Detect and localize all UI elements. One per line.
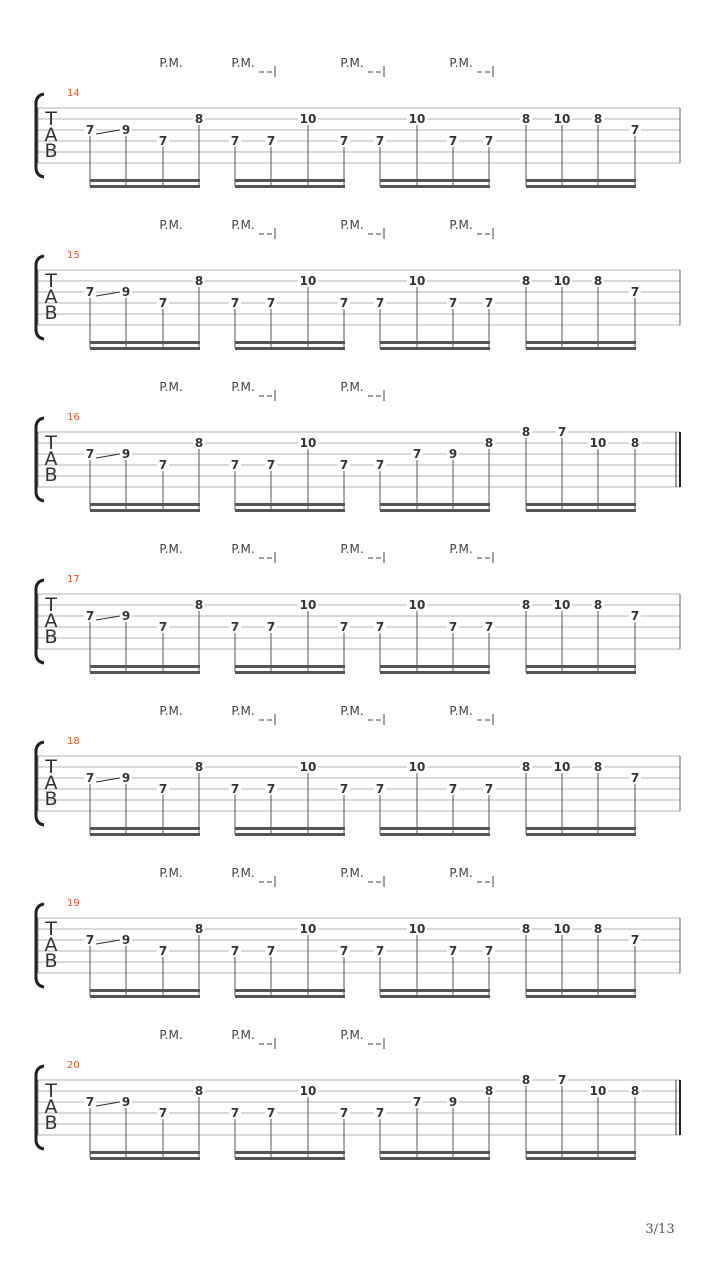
fret-number: 7 <box>630 123 640 137</box>
fret-number: 10 <box>299 274 317 288</box>
fret-number: 10 <box>589 436 607 450</box>
tab-clef-letter: B <box>44 626 58 648</box>
beam-secondary <box>90 1157 200 1160</box>
fret-number: 9 <box>448 447 458 461</box>
tab-clef-letter: T <box>45 756 57 778</box>
beam-primary <box>90 503 200 506</box>
beam-primary <box>90 827 200 830</box>
fret-number: 7 <box>158 782 168 796</box>
fret-number: 7 <box>339 944 349 958</box>
tab-clef-letter: B <box>44 1112 58 1134</box>
fret-number: 7 <box>557 425 567 439</box>
fret-number: 7 <box>630 933 640 947</box>
palm-mute-label: P.M. <box>231 380 255 394</box>
fret-number: 7 <box>230 458 240 472</box>
tab-system-svg <box>0 694 720 856</box>
measure-number: 15 <box>67 250 80 261</box>
fret-number: 7 <box>158 620 168 634</box>
fret-number: 10 <box>408 760 426 774</box>
fret-number: 7 <box>339 296 349 310</box>
fret-number: 7 <box>230 296 240 310</box>
fret-number: 7 <box>85 123 95 137</box>
fret-number: 8 <box>194 922 204 936</box>
beam-secondary <box>380 185 490 188</box>
beam-secondary <box>380 833 490 836</box>
beam-primary <box>235 341 345 344</box>
tab-clef-letter: A <box>44 1096 58 1118</box>
fret-number: 7 <box>158 134 168 148</box>
fret-number: 8 <box>521 598 531 612</box>
fret-number: 10 <box>299 760 317 774</box>
beam-secondary <box>526 185 636 188</box>
fret-number: 8 <box>593 922 603 936</box>
fret-number: 10 <box>299 436 317 450</box>
system-bracket <box>36 580 44 663</box>
fret-number: 7 <box>375 134 385 148</box>
palm-mute-label: P.M. <box>340 218 364 232</box>
fret-number: 9 <box>448 1095 458 1109</box>
fret-number: 10 <box>553 112 571 126</box>
slide-line <box>96 130 120 134</box>
fret-number: 9 <box>121 933 131 947</box>
fret-number: 8 <box>630 1084 640 1098</box>
fret-number: 7 <box>266 134 276 148</box>
slide-line <box>96 940 120 944</box>
fret-number: 10 <box>408 274 426 288</box>
beam-primary <box>380 1151 490 1154</box>
beam-primary <box>235 179 345 182</box>
beam-secondary <box>90 347 200 350</box>
fret-number: 7 <box>266 296 276 310</box>
fret-number: 7 <box>266 620 276 634</box>
tab-system <box>0 532 720 694</box>
palm-mute-label: P.M. <box>340 866 364 880</box>
beam-secondary <box>526 1157 636 1160</box>
tab-clef-letter: B <box>44 950 58 972</box>
tab-system <box>0 46 720 208</box>
fret-number: 8 <box>593 598 603 612</box>
fret-number: 8 <box>194 112 204 126</box>
fret-number: 8 <box>521 274 531 288</box>
fret-number: 8 <box>521 1073 531 1087</box>
beam-primary <box>526 827 636 830</box>
fret-number: 10 <box>553 598 571 612</box>
palm-mute-label: P.M. <box>231 1028 255 1042</box>
beam-primary <box>526 341 636 344</box>
fret-number: 8 <box>194 274 204 288</box>
fret-number: 7 <box>448 134 458 148</box>
beam-primary <box>380 665 490 668</box>
fret-number: 7 <box>230 620 240 634</box>
beam-secondary <box>90 995 200 998</box>
tab-clef-letter: A <box>44 934 58 956</box>
fret-number: 10 <box>553 274 571 288</box>
fret-number: 7 <box>339 458 349 472</box>
fret-number: 7 <box>484 296 494 310</box>
beam-secondary <box>235 347 345 350</box>
fret-number: 7 <box>158 296 168 310</box>
fret-number: 7 <box>448 620 458 634</box>
tab-clef-letter: T <box>45 108 57 130</box>
fret-number: 7 <box>158 1106 168 1120</box>
system-bracket <box>36 94 44 177</box>
fret-number: 8 <box>593 112 603 126</box>
slide-line <box>96 1102 120 1106</box>
fret-number: 7 <box>266 944 276 958</box>
fret-number: 8 <box>521 112 531 126</box>
fret-number: 8 <box>484 436 494 450</box>
fret-number: 7 <box>412 447 422 461</box>
fret-number: 10 <box>299 1084 317 1098</box>
system-bracket <box>36 256 44 339</box>
fret-number: 7 <box>158 944 168 958</box>
palm-mute-label: P.M. <box>159 542 183 556</box>
fret-number: 7 <box>339 1106 349 1120</box>
beam-secondary <box>90 509 200 512</box>
tab-system <box>0 856 720 1018</box>
tab-clef-letter: B <box>44 302 58 324</box>
beam-primary <box>526 989 636 992</box>
fret-number: 8 <box>521 425 531 439</box>
fret-number: 7 <box>448 782 458 796</box>
beam-secondary <box>90 833 200 836</box>
measure-number: 18 <box>67 736 80 747</box>
beam-secondary <box>380 347 490 350</box>
fret-number: 7 <box>230 134 240 148</box>
fret-number: 10 <box>299 922 317 936</box>
fret-number: 10 <box>299 112 317 126</box>
fret-number: 7 <box>630 609 640 623</box>
beam-secondary <box>526 995 636 998</box>
tab-system <box>0 208 720 370</box>
fret-number: 7 <box>484 620 494 634</box>
tab-clef-letter: T <box>45 432 57 454</box>
beam-secondary <box>235 833 345 836</box>
beam-secondary <box>90 185 200 188</box>
palm-mute-label: P.M. <box>159 704 183 718</box>
tab-clef-letter: T <box>45 918 57 940</box>
palm-mute-label: P.M. <box>159 56 183 70</box>
fret-number: 7 <box>375 620 385 634</box>
palm-mute-label: P.M. <box>340 56 364 70</box>
palm-mute-label: P.M. <box>449 866 473 880</box>
beam-primary <box>90 1151 200 1154</box>
fret-number: 7 <box>230 782 240 796</box>
palm-mute-label: P.M. <box>159 380 183 394</box>
fret-number: 9 <box>121 771 131 785</box>
tab-clef-letter: T <box>45 594 57 616</box>
tab-clef-letter: A <box>44 286 58 308</box>
fret-number: 7 <box>557 1073 567 1087</box>
fret-number: 7 <box>266 1106 276 1120</box>
beam-primary <box>235 989 345 992</box>
fret-number: 7 <box>230 1106 240 1120</box>
system-bracket <box>36 1066 44 1149</box>
fret-number: 7 <box>375 458 385 472</box>
tab-system <box>0 1018 720 1180</box>
beam-primary <box>90 665 200 668</box>
beam-secondary <box>380 1157 490 1160</box>
page-number: 3/13 <box>645 1222 675 1237</box>
fret-number: 7 <box>85 771 95 785</box>
beam-secondary <box>380 995 490 998</box>
fret-number: 7 <box>266 782 276 796</box>
measure-number: 16 <box>67 412 80 423</box>
palm-mute-label: P.M. <box>449 56 473 70</box>
fret-number: 7 <box>85 609 95 623</box>
fret-number: 7 <box>339 782 349 796</box>
fret-number: 7 <box>448 296 458 310</box>
palm-mute-label: P.M. <box>231 218 255 232</box>
beam-primary <box>235 1151 345 1154</box>
palm-mute-label: P.M. <box>340 542 364 556</box>
fret-number: 7 <box>630 771 640 785</box>
beam-primary <box>90 179 200 182</box>
fret-number: 10 <box>408 112 426 126</box>
beam-primary <box>235 503 345 506</box>
fret-number: 7 <box>85 1095 95 1109</box>
measure-number: 14 <box>67 88 80 99</box>
tab-clef-letter: A <box>44 610 58 632</box>
beam-primary <box>526 1151 636 1154</box>
fret-number: 7 <box>484 782 494 796</box>
slide-line <box>96 778 120 782</box>
tab-system-svg <box>0 856 720 1018</box>
palm-mute-label: P.M. <box>340 1028 364 1042</box>
fret-number: 7 <box>448 944 458 958</box>
fret-number: 7 <box>158 458 168 472</box>
fret-number: 7 <box>375 944 385 958</box>
fret-number: 7 <box>266 458 276 472</box>
beam-primary <box>380 989 490 992</box>
palm-mute-label: P.M. <box>231 542 255 556</box>
palm-mute-label: P.M. <box>340 704 364 718</box>
fret-number: 9 <box>121 609 131 623</box>
beam-primary <box>90 341 200 344</box>
fret-number: 8 <box>593 274 603 288</box>
palm-mute-label: P.M. <box>449 542 473 556</box>
beam-primary <box>235 665 345 668</box>
fret-number: 8 <box>521 922 531 936</box>
fret-number: 10 <box>553 760 571 774</box>
beam-primary <box>90 989 200 992</box>
palm-mute-label: P.M. <box>159 1028 183 1042</box>
beam-primary <box>380 179 490 182</box>
beam-primary <box>526 665 636 668</box>
palm-mute-label: P.M. <box>231 56 255 70</box>
fret-number: 8 <box>593 760 603 774</box>
fret-number: 8 <box>194 1084 204 1098</box>
fret-number: 7 <box>375 1106 385 1120</box>
system-bracket <box>36 418 44 501</box>
beam-secondary <box>380 671 490 674</box>
fret-number: 7 <box>412 1095 422 1109</box>
fret-number: 8 <box>194 760 204 774</box>
palm-mute-label: P.M. <box>231 866 255 880</box>
tab-clef-letter: B <box>44 464 58 486</box>
beam-primary <box>380 827 490 830</box>
slide-line <box>96 616 120 620</box>
fret-number: 7 <box>484 134 494 148</box>
fret-number: 9 <box>121 447 131 461</box>
tab-system-svg <box>0 1018 720 1180</box>
palm-mute-label: P.M. <box>231 704 255 718</box>
beam-primary <box>380 341 490 344</box>
measure-number: 20 <box>67 1060 80 1071</box>
fret-number: 7 <box>230 944 240 958</box>
beam-primary <box>380 503 490 506</box>
beam-secondary <box>235 185 345 188</box>
tab-system-svg <box>0 370 720 532</box>
tab-clef-letter: T <box>45 1080 57 1102</box>
fret-number: 8 <box>194 436 204 450</box>
palm-mute-label: P.M. <box>449 704 473 718</box>
tab-system-svg <box>0 532 720 694</box>
fret-number: 7 <box>85 933 95 947</box>
beam-secondary <box>380 509 490 512</box>
beam-secondary <box>235 995 345 998</box>
tab-clef-letter: A <box>44 448 58 470</box>
measure-number: 17 <box>67 574 80 585</box>
beam-secondary <box>526 833 636 836</box>
tab-clef-letter: B <box>44 788 58 810</box>
fret-number: 8 <box>484 1084 494 1098</box>
fret-number: 7 <box>85 285 95 299</box>
tab-clef-letter: A <box>44 124 58 146</box>
fret-number: 7 <box>85 447 95 461</box>
beam-secondary <box>526 347 636 350</box>
palm-mute-label: P.M. <box>340 380 364 394</box>
tab-system <box>0 694 720 856</box>
beam-secondary <box>235 1157 345 1160</box>
tab-system <box>0 370 720 532</box>
beam-primary <box>526 503 636 506</box>
beam-secondary <box>235 509 345 512</box>
fret-number: 7 <box>630 285 640 299</box>
tab-system-svg <box>0 46 720 208</box>
beam-secondary <box>526 509 636 512</box>
fret-number: 9 <box>121 123 131 137</box>
system-bracket <box>36 742 44 825</box>
fret-number: 10 <box>408 598 426 612</box>
beam-secondary <box>235 671 345 674</box>
beam-primary <box>526 179 636 182</box>
fret-number: 8 <box>194 598 204 612</box>
tab-clef-letter: T <box>45 270 57 292</box>
fret-number: 8 <box>630 436 640 450</box>
slide-line <box>96 292 120 296</box>
fret-number: 9 <box>121 1095 131 1109</box>
fret-number: 7 <box>375 296 385 310</box>
slide-line <box>96 454 120 458</box>
palm-mute-label: P.M. <box>159 218 183 232</box>
tab-clef-letter: A <box>44 772 58 794</box>
system-bracket <box>36 904 44 987</box>
tab-system-svg <box>0 208 720 370</box>
fret-number: 7 <box>484 944 494 958</box>
palm-mute-label: P.M. <box>449 218 473 232</box>
fret-number: 7 <box>375 782 385 796</box>
measure-number: 19 <box>67 898 80 909</box>
fret-number: 7 <box>339 620 349 634</box>
fret-number: 8 <box>521 760 531 774</box>
fret-number: 10 <box>589 1084 607 1098</box>
fret-number: 10 <box>408 922 426 936</box>
beam-primary <box>235 827 345 830</box>
tab-clef-letter: B <box>44 140 58 162</box>
palm-mute-label: P.M. <box>159 866 183 880</box>
fret-number: 10 <box>553 922 571 936</box>
fret-number: 9 <box>121 285 131 299</box>
fret-number: 7 <box>339 134 349 148</box>
beam-secondary <box>526 671 636 674</box>
fret-number: 10 <box>299 598 317 612</box>
beam-secondary <box>90 671 200 674</box>
